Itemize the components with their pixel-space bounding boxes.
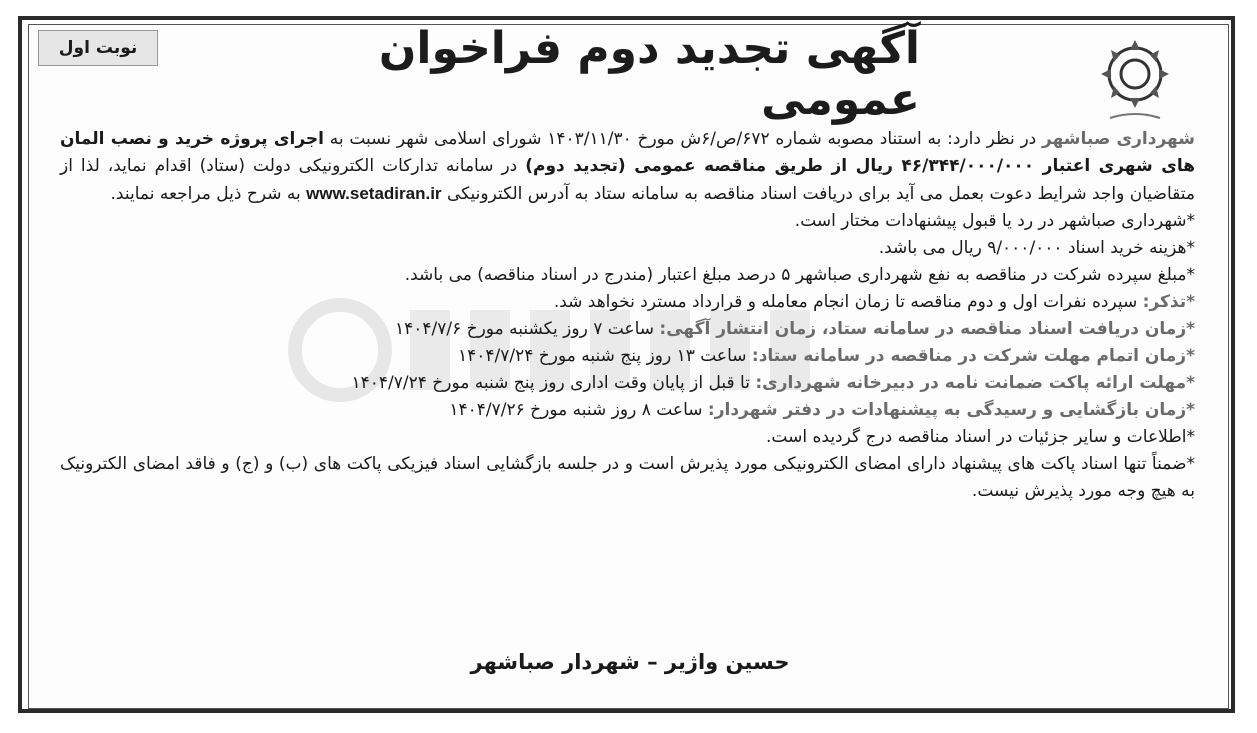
item-text: *هزینه خرید اسناد ۹/۰۰۰/۰۰۰ ریال می باشد.: [878, 238, 1195, 258]
item-text: تا قبل از پایان وقت اداری روز پنج شنبه مورخ ۱۴۰۴/۷/۲۴: [351, 373, 756, 393]
item-text: ساعت ۷ روز یکشنبه مورخ ۱۴۰۴/۷/۶: [394, 319, 660, 339]
list-item: [60, 370, 1195, 397]
intro-text-2: در سامانه تدارکات الکترونیکی دولت (ستاد) اقدام نماید، لذا از متقاضیان واجد شرایط دعوت بعمل می آید برای دریافت اسناد مناقصه به سامانه ستاد به آدرس الکترونیکی: [60, 156, 1195, 204]
intro-text-3: به شرح ذیل مراجعه نمایند.: [110, 184, 307, 204]
intro-paragraph: [60, 126, 1195, 208]
setad-url-link[interactable]: www.setadiran.ir: [306, 184, 442, 203]
list-item: [60, 397, 1195, 424]
list-item: [60, 424, 1195, 451]
project-title: اجرای پروژه خرید و نصب المان های شهری اعتبار ۴۶/۳۴۴/۰۰۰/۰۰۰ ریال از طریق مناقصه عمومی (تجدید دوم): [60, 129, 1196, 176]
conditions-list: [60, 208, 1195, 505]
list-item: [60, 289, 1195, 316]
notice-title: آگهی تجدید دوم فراخوان عمومی: [378, 23, 920, 125]
municipality-emblem-icon: [1090, 34, 1180, 124]
item-text: ساعت ۸ روز شنبه مورخ ۱۴۰۴/۷/۲۶: [449, 400, 708, 420]
item-text: *مبلغ سپرده شرکت در مناقصه به نفع شهرداری صباشهر ۵ درصد مبلغ اعتبار (مندرج در اسناد مناقصه) می باشد.: [404, 265, 1195, 285]
item-text: *اطلاعات و سایر جزئیات در اسناد مناقصه درج گردیده است.: [766, 427, 1195, 447]
item-label: *زمان اتمام مهلت شرکت در مناقصه در سامانه ستاد:: [751, 346, 1195, 366]
list-item: [60, 343, 1195, 370]
item-label: *زمان بازگشایی و رسیدگی به پیشنهادات در دفتر شهردار:: [707, 400, 1195, 420]
item-text: *ضمناً تنها اسناد پاکت های پیشنهاد دارای امضای الکترونیکی مورد پذیرش است و در جلسه بازگشایی اسناد فیزیکی پاکت های (ب) و (ج) و فاقد امضای الکترونیک به هیچ وجه مورد پذیرش نیست.: [60, 454, 1195, 501]
list-item: [60, 451, 1195, 505]
item-text: ساعت ۱۳ روز پنج شنبه مورخ ۱۴۰۴/۷/۲۴: [458, 346, 752, 366]
list-item: [60, 208, 1195, 235]
item-label: *زمان دریافت اسناد مناقصه در سامانه ستاد، زمان انتشار آگهی:: [659, 319, 1195, 339]
list-item: [60, 316, 1195, 343]
organization-name: شهرداری صباشهر: [1042, 129, 1195, 149]
item-text: *شهرداری صباشهر در رد یا قبول پیشنهادات مختار است.: [794, 211, 1195, 231]
item-label: *تذکر:: [1142, 292, 1195, 312]
list-item: [60, 235, 1195, 262]
item-label: *مهلت ارائه پاکت ضمانت نامه در دبیرخانه شهرداری:: [755, 373, 1195, 393]
notice-body: [60, 126, 1195, 505]
publication-round-badge: نوبت اول: [38, 30, 158, 66]
mayor-signature: حسین واژیر – شهردار صباشهر: [470, 650, 790, 674]
list-item: [60, 262, 1195, 289]
intro-text-1: در نظر دارد: به استناد مصوبه شماره ۶۷۲/ص/۶ش مورخ ۱۴۰۳/۱۱/۳۰ شورای اسلامی شهر نسبت به: [324, 129, 1042, 149]
item-text: سپرده نفرات اول و دوم مناقصه تا زمان انجام معامله و قرارداد مسترد نخواهد شد.: [553, 292, 1143, 312]
